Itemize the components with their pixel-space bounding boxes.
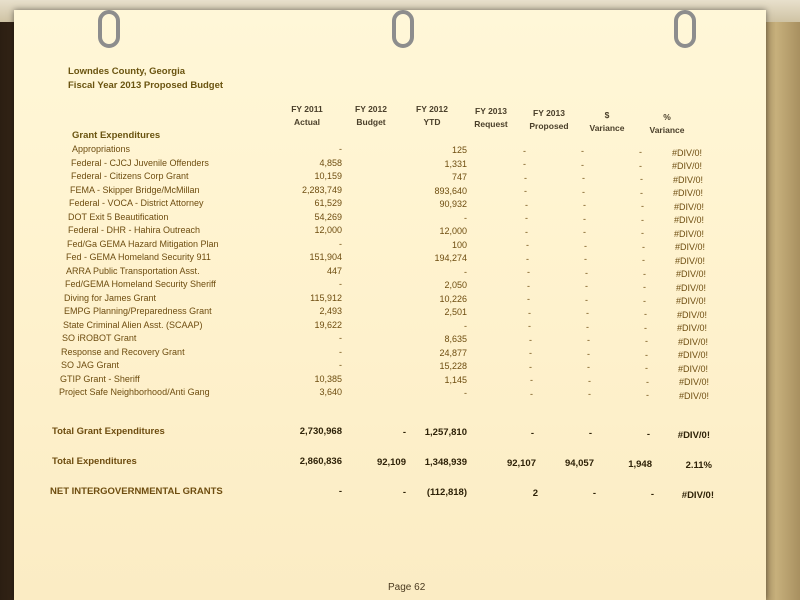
cell-value: #DIV/0! <box>676 309 707 320</box>
cell-value: 2,050 <box>444 280 467 291</box>
cell-value: - <box>587 348 590 359</box>
cell-value: - <box>640 174 643 184</box>
total-row <box>14 426 766 440</box>
column-header-line1: FY 2013 <box>533 108 565 118</box>
cell-value: - <box>584 254 587 265</box>
cell-value: - <box>339 279 342 289</box>
table-row <box>14 239 766 253</box>
cell-value: - <box>338 486 342 497</box>
cell-value: 1,257,810 <box>424 427 467 439</box>
cell-value: - <box>339 144 342 154</box>
cell-value: 747 <box>451 172 467 183</box>
cell-value: 4,858 <box>319 157 342 168</box>
row-label: Project Safe Neighborhood/Anti Gang <box>59 387 210 397</box>
cell-value: 90,932 <box>439 199 467 210</box>
cell-value: - <box>529 361 532 372</box>
column-header-line2: Budget <box>356 117 386 127</box>
cell-value: - <box>646 376 649 387</box>
cell-value: 92,109 <box>376 456 406 468</box>
cell-value: - <box>639 160 642 171</box>
cell-value: #DIV/0! <box>675 269 706 280</box>
document-title: Fiscal Year 2013 Proposed Budget <box>68 80 224 91</box>
cell-value: 10,385 <box>314 373 342 384</box>
cell-value: 447 <box>326 265 342 276</box>
table-row <box>14 225 766 239</box>
row-label: DOT Exit 5 Beautification <box>68 211 169 222</box>
cell-value: - <box>402 486 406 498</box>
table-row <box>14 171 766 185</box>
cell-value: - <box>582 186 585 197</box>
cell-value: - <box>639 147 642 157</box>
cell-value: 2,730,968 <box>299 426 342 437</box>
cell-value: - <box>645 349 648 360</box>
cell-value: - <box>527 294 530 305</box>
table-row <box>14 293 766 307</box>
row-label: State Criminal Alien Asst. (SCAAP) <box>63 319 203 330</box>
cell-value: - <box>529 334 532 345</box>
cell-value: #DIV/0! <box>673 201 704 212</box>
cell-value: - <box>581 146 584 157</box>
cell-value: #DIV/0! <box>675 296 706 307</box>
cell-value: #DIV/0! <box>681 489 714 501</box>
cell-value: 19,622 <box>314 319 342 330</box>
page-number: Page 62 <box>388 582 426 593</box>
cell-value: - <box>464 320 467 331</box>
table-row <box>14 144 766 158</box>
cell-value: - <box>339 346 342 357</box>
cell-value: - <box>650 489 654 500</box>
cell-value: #DIV/0! <box>672 174 703 185</box>
cell-value: - <box>402 426 406 438</box>
cell-value: 2,283,749 <box>301 184 342 195</box>
cell-value: - <box>641 214 644 225</box>
cell-value: 2,501 <box>444 307 467 318</box>
cell-value: - <box>530 427 534 439</box>
county-name: Lowndes County, Georgia <box>68 66 185 77</box>
row-label: FEMA - Skipper Bridge/McMillan <box>70 184 200 195</box>
row-label: Fed - GEMA Homeland Security 911 <box>66 252 211 262</box>
column-header-line1: % <box>663 112 671 122</box>
table-row <box>14 360 766 374</box>
cell-value: - <box>525 226 528 237</box>
cell-value: - <box>582 173 585 184</box>
cell-value: - <box>530 388 533 399</box>
row-label: Federal - VOCA - District Attorney <box>69 198 204 208</box>
cell-value: - <box>583 200 586 211</box>
row-label: ARRA Public Transportation Asst. <box>66 265 200 276</box>
cell-value: 194,274 <box>434 253 467 264</box>
cell-value: 1,145 <box>444 374 467 385</box>
cell-value: - <box>583 213 586 224</box>
table-row <box>14 185 766 199</box>
cell-value: - <box>339 333 342 343</box>
row-label: Federal - CJCJ Juvenile Offenders <box>71 157 209 168</box>
cell-value: 2,860,836 <box>299 456 342 467</box>
cell-value: - <box>588 389 591 400</box>
cell-value: - <box>527 267 530 278</box>
cell-value: 10,226 <box>439 293 467 304</box>
cell-value: - <box>592 488 596 500</box>
row-label: GTIP Grant - Sheriff <box>60 373 140 384</box>
cell-value: - <box>642 241 645 252</box>
cell-value: - <box>644 322 647 333</box>
cell-value: 8,635 <box>444 334 467 345</box>
cell-value: #DIV/0! <box>672 188 703 199</box>
table-row <box>14 266 766 280</box>
cell-value: - <box>528 307 531 318</box>
cell-value: 61,529 <box>314 198 342 208</box>
row-label: Total Expenditures <box>52 456 137 467</box>
cell-value: - <box>530 375 533 386</box>
total-row <box>14 456 766 470</box>
table-row <box>14 198 766 212</box>
column-header-line2: Variance <box>589 123 625 133</box>
table-row <box>14 347 766 361</box>
cell-value: 10,159 <box>314 171 342 181</box>
cell-value: 3,640 <box>319 387 342 397</box>
cell-value: - <box>339 360 342 370</box>
cell-value: #DIV/0! <box>671 161 702 172</box>
cell-value: 1,948 <box>628 459 652 470</box>
table-row <box>14 279 766 293</box>
column-header-line2: Actual <box>294 117 320 127</box>
row-label: Federal - Citizens Corp Grant <box>71 171 189 181</box>
row-label: EMPG Planning/Preparedness Grant <box>64 306 212 316</box>
cell-value: - <box>643 268 646 279</box>
cell-value: 94,057 <box>564 458 594 470</box>
cell-value: 893,640 <box>434 185 467 196</box>
table-row <box>14 333 766 347</box>
binder-ring <box>674 10 696 48</box>
cell-value: - <box>464 212 467 223</box>
row-label: Total Grant Expenditures <box>52 426 165 437</box>
cell-value: - <box>587 362 590 373</box>
table-row <box>14 212 766 226</box>
cell-value: 2.11% <box>685 459 712 471</box>
cell-value: 1,331 <box>444 158 467 169</box>
cell-value: - <box>588 375 591 386</box>
cell-value: - <box>524 172 527 183</box>
section-title: Grant Expenditures <box>72 130 161 141</box>
table-row <box>14 320 766 334</box>
cell-value: - <box>584 240 587 251</box>
row-label: NET INTERGOVERNMENTAL GRANTS <box>50 486 223 497</box>
cell-value: #DIV/0! <box>677 429 710 441</box>
cell-value: - <box>525 213 528 224</box>
cell-value: 12,000 <box>314 225 342 235</box>
cell-value: 92,107 <box>506 457 536 469</box>
cell-value: - <box>587 335 590 346</box>
row-label: Appropriations <box>72 144 131 154</box>
cell-value: - <box>585 281 588 292</box>
cell-value: - <box>586 308 589 319</box>
cell-value: #DIV/0! <box>673 215 704 226</box>
cell-value: 12,000 <box>439 226 467 237</box>
row-label: Response and Recovery Grant <box>61 346 185 357</box>
row-label: SO JAG Grant <box>61 360 120 370</box>
cell-value: - <box>339 238 342 249</box>
table-row <box>14 374 766 388</box>
cell-value: #DIV/0! <box>674 242 705 253</box>
cell-value: - <box>641 228 644 238</box>
cell-value: 115,912 <box>310 292 342 303</box>
cell-value: - <box>581 159 584 170</box>
cell-value: 2,493 <box>319 306 342 316</box>
cell-value: - <box>641 201 644 211</box>
column-header <box>632 112 702 135</box>
cell-value: (112,818) <box>426 487 467 499</box>
row-label: SO iROBOT Grant <box>62 333 137 343</box>
cell-value: #DIV/0! <box>678 377 709 388</box>
cell-value: - <box>527 280 530 291</box>
total-row <box>14 486 766 500</box>
cell-value: - <box>646 429 650 440</box>
cell-value: - <box>525 199 528 210</box>
cell-value: - <box>523 159 526 170</box>
row-label: Fed/Ga GEMA Hazard Mitigation Plan <box>67 238 219 249</box>
cell-value: #DIV/0! <box>677 350 708 361</box>
cell-value: 125 <box>451 145 467 156</box>
cell-value: - <box>464 388 467 399</box>
budget-page <box>14 10 766 600</box>
cell-value: - <box>528 321 531 332</box>
cell-value: - <box>644 309 647 319</box>
cell-value: - <box>642 255 645 265</box>
cell-value: #DIV/0! <box>671 147 702 158</box>
cell-value: - <box>529 348 532 359</box>
cell-value: #DIV/0! <box>675 282 706 293</box>
cell-value: 54,269 <box>314 211 342 222</box>
cell-value: 151,904 <box>309 252 342 262</box>
cell-value: 1,348,939 <box>424 457 467 469</box>
column-header <box>272 104 342 127</box>
cell-value: - <box>526 253 529 264</box>
binder-ring <box>392 10 414 48</box>
column-header-line1: $ <box>604 110 610 120</box>
cell-value: - <box>524 186 527 197</box>
table-row <box>14 387 766 401</box>
column-header-line1: FY 2012 <box>355 104 387 114</box>
cell-value: 100 <box>451 239 467 250</box>
cell-value: - <box>583 227 586 238</box>
cell-value: - <box>526 240 529 251</box>
cell-value: #DIV/0! <box>676 323 707 334</box>
cell-value: #DIV/0! <box>674 255 705 266</box>
row-label: Federal - DHR - Hahira Outreach <box>68 225 201 235</box>
cell-value: - <box>643 282 646 292</box>
cell-value: #DIV/0! <box>677 336 708 347</box>
cell-value: #DIV/0! <box>677 363 708 374</box>
cell-value: - <box>586 321 589 332</box>
cell-value: 24,877 <box>439 347 467 358</box>
column-header <box>336 104 406 127</box>
cell-value: 15,228 <box>439 361 467 372</box>
table-row <box>14 158 766 172</box>
binder-ring <box>98 10 120 48</box>
table-row <box>14 306 766 320</box>
column-header-line1: FY 2013 <box>475 106 507 116</box>
table-row <box>14 252 766 266</box>
cell-value: - <box>464 266 467 277</box>
cell-value: #DIV/0! <box>678 390 709 401</box>
cell-value: - <box>645 363 648 373</box>
row-label: Diving for James Grant <box>64 292 157 303</box>
cell-value: - <box>585 294 588 305</box>
cell-value: - <box>646 390 649 400</box>
column-header-line1: FY 2012 <box>416 104 448 114</box>
column-header-line1: FY 2011 <box>291 104 323 114</box>
cell-value: - <box>645 336 648 346</box>
cell-value: - <box>523 145 526 156</box>
cell-value: - <box>640 187 643 198</box>
row-label: Fed/GEMA Homeland Security Sheriff <box>65 279 216 289</box>
cell-value: - <box>588 428 592 440</box>
column-header-line2: Request <box>474 119 508 129</box>
cell-value: - <box>585 267 588 278</box>
column-header-line2: Variance <box>649 125 685 135</box>
column-header-line2: YTD <box>423 117 441 127</box>
cell-value: #DIV/0! <box>673 228 704 239</box>
cell-value: 2 <box>532 487 538 499</box>
cell-value: - <box>643 295 646 306</box>
column-header-line2: Proposed <box>529 121 569 131</box>
